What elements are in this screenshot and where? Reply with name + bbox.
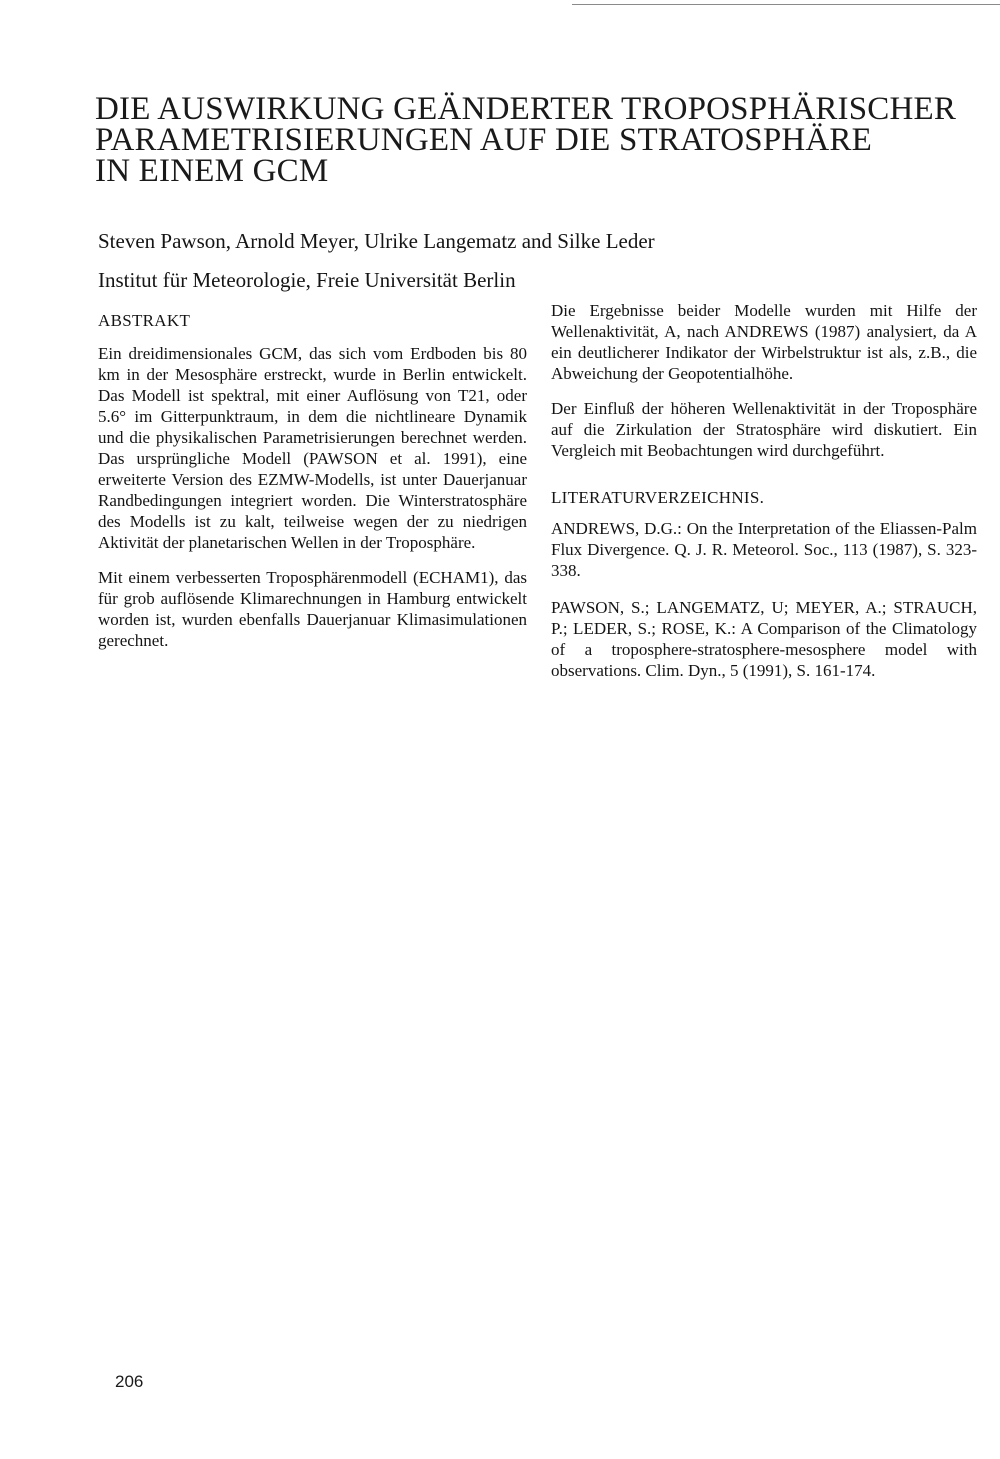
title-line: DIE AUSWIRKUNG GEÄNDERTER TROPOSPHÄRISCHER xyxy=(95,91,957,127)
abstract-paragraph: Der Einfluß der höheren Wellenaktivität in der Troposphäre auf die Zirkulation der Stratosphäre wird diskutiert. Ein Vergleich mit Beobachtungen wird durchgeführt. xyxy=(551,399,977,460)
authors: Steven Pawson, Arnold Meyer, Ulrike Langematz and Silke Leder xyxy=(98,229,655,253)
abstract-heading: ABSTRAKT xyxy=(98,311,191,330)
abstract-paragraph: Die Ergebnisse beider Modelle wurden mit Hilfe der Wellenaktivität, A, nach ANDREWS (1987) analysiert, da A ein deutlicherer Indikator der Wirbelstruktur ist als, z.B., die Abweichung der Geopotentialhöhe. xyxy=(551,301,977,383)
page-number: 206 xyxy=(115,1372,144,1391)
left-column xyxy=(98,310,527,665)
top-rule xyxy=(572,4,1000,5)
title-line: PARAMETRISIERUNGEN AUF DIE STRATOSPHÄRE xyxy=(95,122,872,158)
paper-title xyxy=(95,91,975,189)
affiliation: Institut für Meteorologie, Freie Universität Berlin xyxy=(98,268,516,292)
reference-item: PAWSON, S.; LANGEMATZ, U; MEYER, A.; STRAUCH, P.; LEDER, S.; ROSE, K.: A Comparison of the Climatology of a troposphere-stratosphere-mesosphere model with observations. Clim. Dyn., 5 (1991), S. 161-174. xyxy=(551,598,977,680)
reference-item: ANDREWS, D.G.: On the Interpretation of the Eliassen-Palm Flux Divergence. Q. J. R. Meteorol. Soc., 113 (1987), S. 323-338. xyxy=(551,519,977,580)
references-heading: LITERATURVERZEICHNIS. xyxy=(551,488,765,507)
abstract-paragraph: Mit einem verbesserten Troposphärenmodell (ECHAM1), das für grob auflösende Klimarechnungen in Hamburg entwickelt worden ist, wurden ebenfalls Dauerjanuar Klimasimulationen gerechnet. xyxy=(98,568,527,650)
title-line: IN EINEM GCM xyxy=(95,153,329,189)
abstract-paragraph: Ein dreidimensionales GCM, das sich vom Erdboden bis 80 km in der Mesosphäre erstreckt, wurde in Berlin entwickelt. Das Modell ist spektral, mit einer Auflösung von T21, oder 5.6° im Gitterpunktraum, in dem die nichtlineare Dynamik und die physikalischen Parametrisierungen berechnet werden. Das ursprüngliche Modell (PAWSON et al. 1991), eine erweiterte Version des EZMW-Modells, ist unter Dauerjanuar Randbedingungen integriert worden. Die Winterstratosphäre des Modells ist zu kalt, teilweise wegen der zu niedrigen Aktivität der planetarischen Wellen in der Troposphäre. xyxy=(98,344,527,552)
right-column xyxy=(551,300,977,697)
